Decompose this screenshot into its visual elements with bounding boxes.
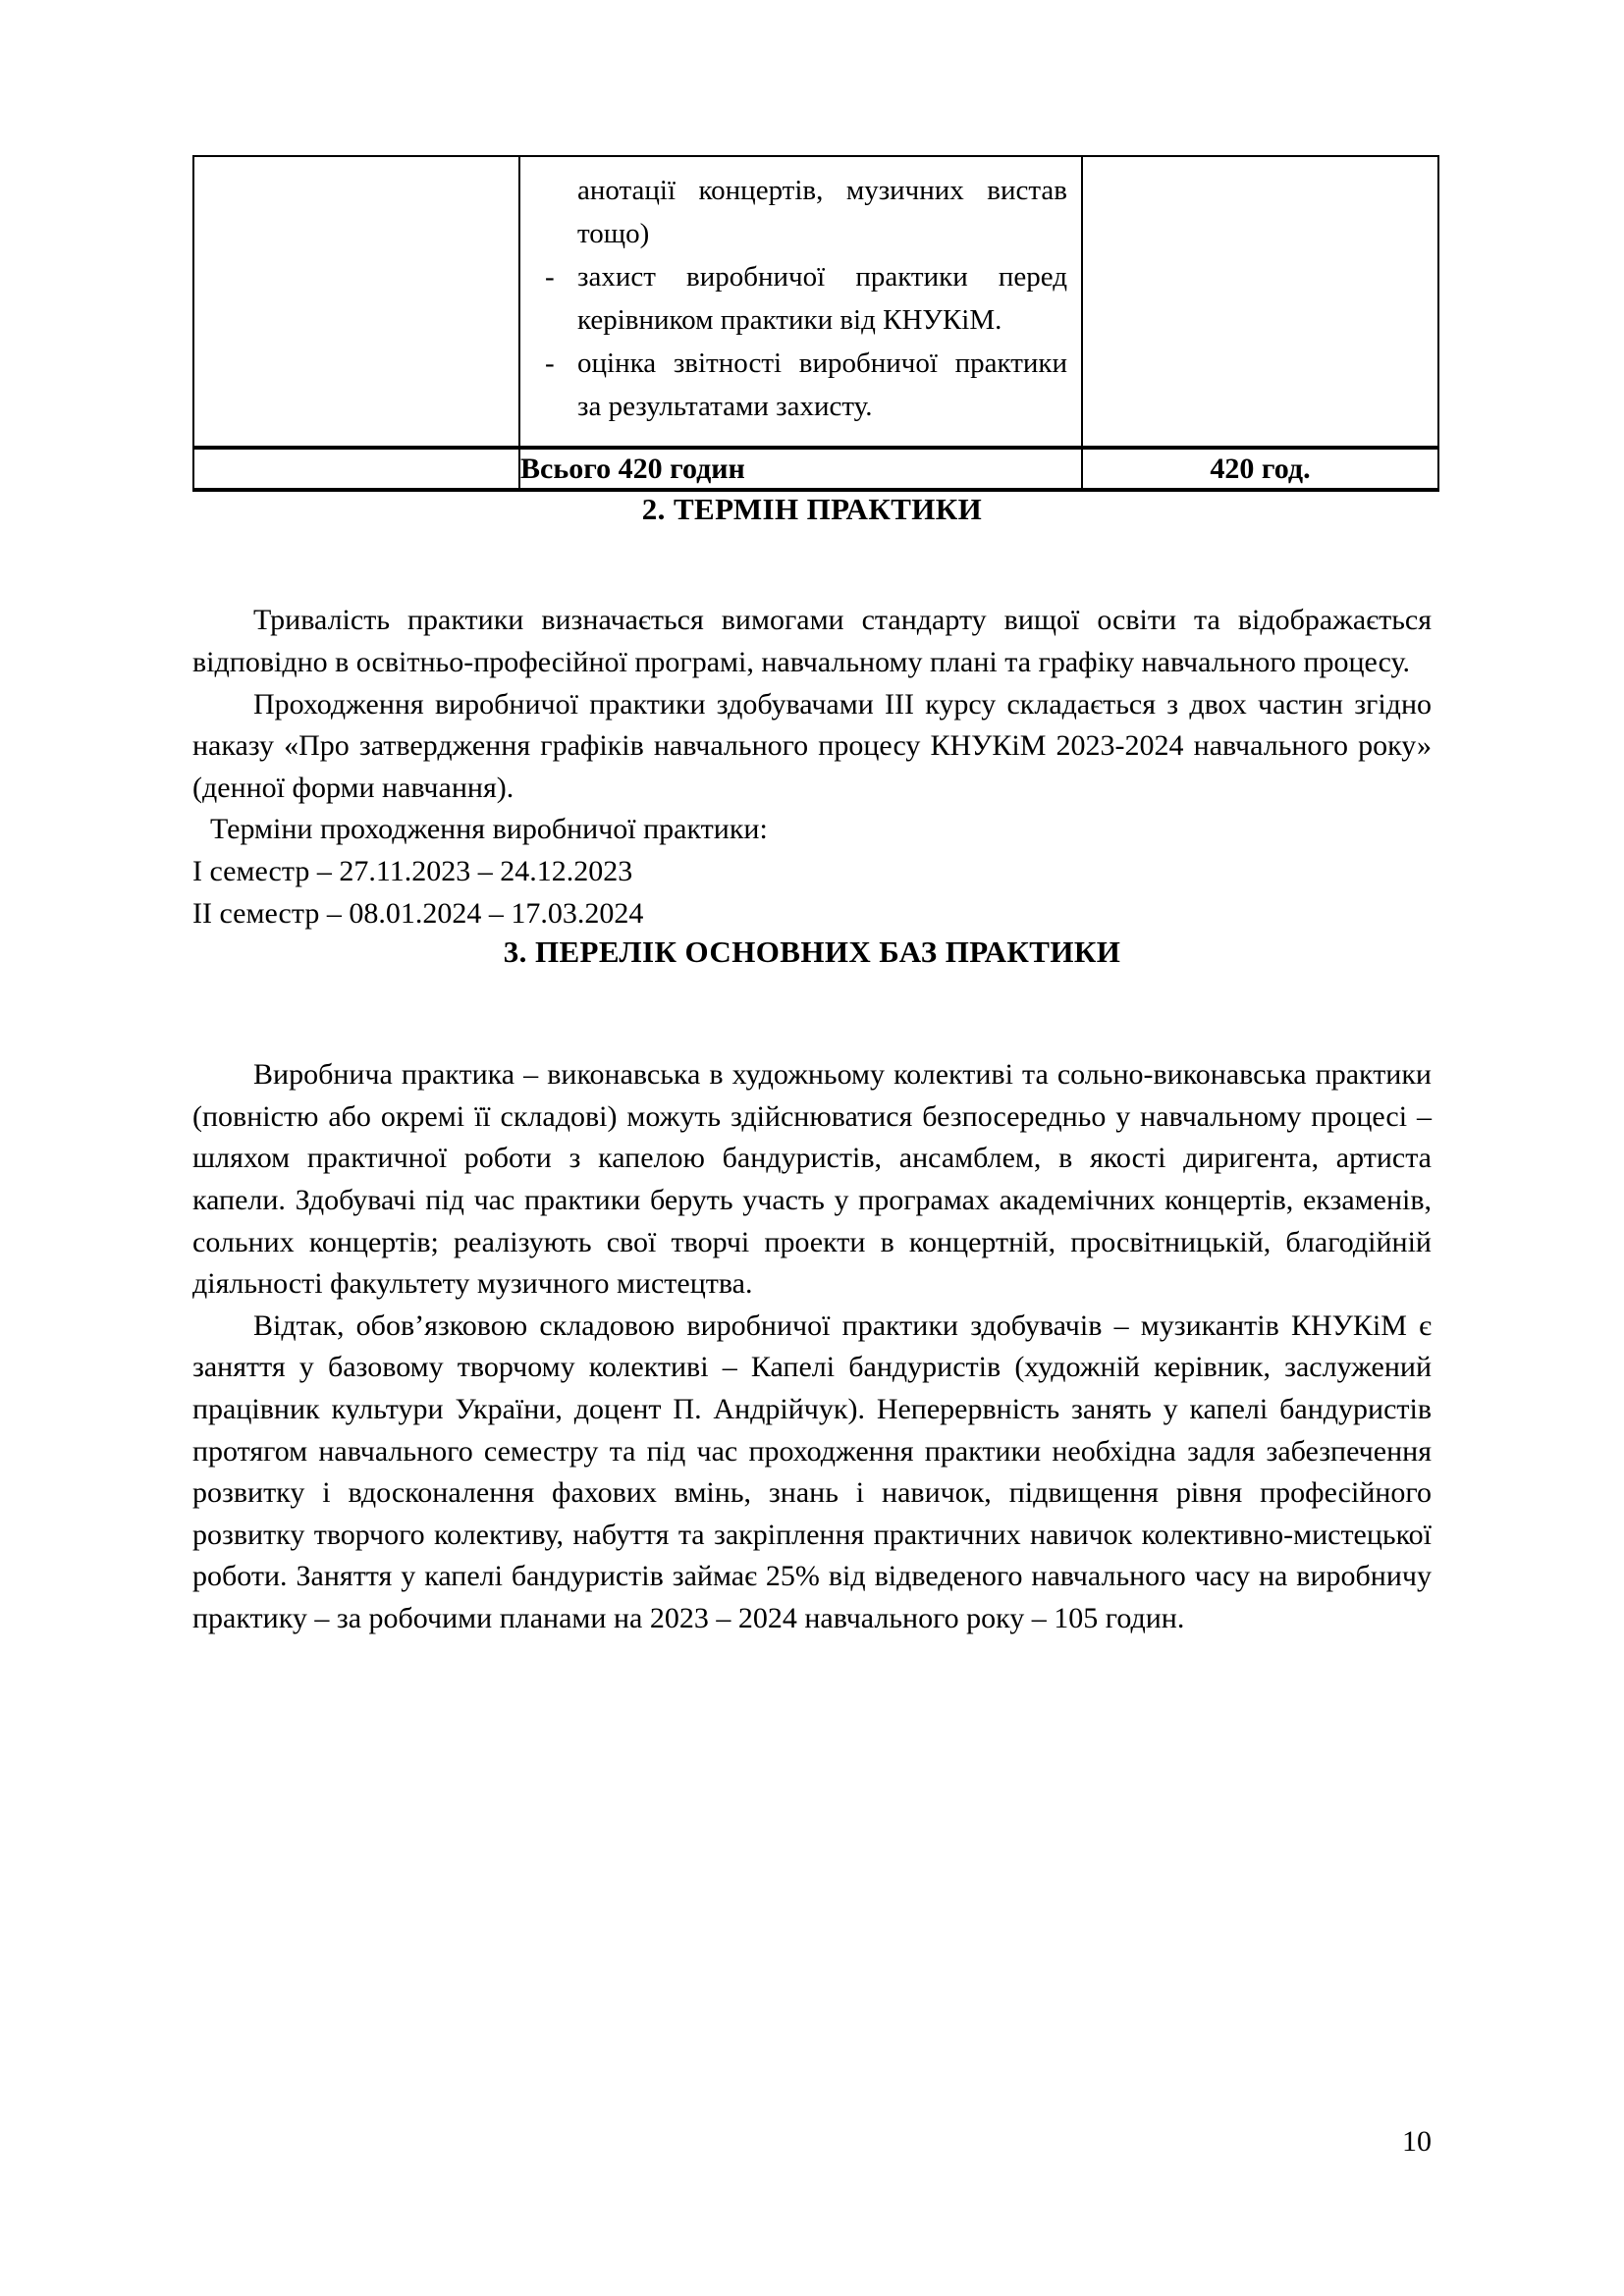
page-number: 10 — [1402, 2125, 1432, 2158]
page-content — [192, 0, 1432, 1640]
paragraph: Проходження виробничої практики здобувачами ІІІ курсу складається з двох частин згідно наказу «Про затвердження графіків навчального процесу КНУКіМ 2023-2024 навчального року» (денної форми навчання). — [192, 687, 1432, 804]
section-bases-body — [192, 1054, 1432, 1639]
section-heading-bases: 3. ПЕРЕЛІК ОСНОВНИХ БАЗ ПРАКТИКИ — [503, 934, 1121, 970]
dash-marker: - — [545, 347, 555, 380]
list-item-text: оцінка звітності виробничої практики за результатами захисту. — [577, 347, 1067, 423]
cell-body — [520, 157, 1081, 446]
table-cell-right-empty — [1082, 156, 1438, 448]
list-item-text: захист виробничої практики перед керівником практики від КНУКіМ. — [577, 261, 1067, 337]
table-row — [193, 156, 1438, 448]
bullet-list — [534, 255, 1067, 428]
practice-hours-table — [192, 155, 1439, 492]
paragraph: Виробнича практика – виконавська в художньому колективі та сольно-виконавська практики (повністю або окремі її складові) можуть здійснюватися безпосередньо у навчальному процесі – шляхом практичної роботи з капелою бандуристів, ансамблем, в якості диригента, артиста капели. Здобувачі під час практики беруть участь у програмах академічних концертів, екзаменів, сольних концертів; реалізують свої творчі проекти в концертній, просвітницькій, благодійній діяльності факультету музичного мистецтва. — [192, 1058, 1432, 1301]
total-hours-label: Всього 420 годин — [519, 448, 1082, 490]
total-row-left-empty — [193, 448, 519, 490]
table-total-row — [193, 448, 1438, 490]
table-cell-content — [519, 156, 1082, 448]
list-item — [545, 342, 1067, 428]
paragraph: Відтак, обов’язковою складовою виробничої практики здобувачів – музикантів КНУКіМ є заняття у базовому творчому колективі – Капелі бандуристів (художній керівник, заслужений працівник культури України, доцент П. Андрійчук). Неперервність занять у капелі бандуристів протягом навчального семестру та під час проходження практики необхідна задля забезпечення розвитку і вдосконалення фахових вмінь, знань і навичок, підвищення рівня професійного розвитку творчого колективу, набуття та закріплення практичних навичок колективно-мистецької роботи. Заняття у капелі бандуристів займає 25% від відведеного навчального часу на виробничу практику – за робочими планами на 2023 – 2024 навчального року – 105 годин. — [192, 1308, 1432, 1634]
section-term-body — [192, 600, 1432, 934]
table-cell-left-empty — [193, 156, 519, 448]
paragraph: Тривалість практики визначається вимогами стандарту вищої освіти та відображається відповідно в освітньо-професійної програмі, навчальному плані та графіку навчального процесу. — [192, 604, 1432, 679]
continuation-line: анотації концертів, музичних вистав тощо) — [577, 175, 1067, 250]
section-heading-term: 2. ТЕРМІН ПРАКТИКИ — [641, 492, 983, 527]
term-semester-1: І семестр – 27.11.2023 – 24.12.2023 — [192, 855, 633, 888]
term-semester-2: ІІ семестр – 08.01.2024 – 17.03.2024 — [192, 896, 644, 930]
terms-intro-line: Терміни проходження виробничої практики: — [210, 813, 768, 846]
dash-marker: - — [545, 261, 555, 294]
total-hours-value: 420 год. — [1082, 448, 1438, 490]
list-item — [545, 255, 1067, 342]
